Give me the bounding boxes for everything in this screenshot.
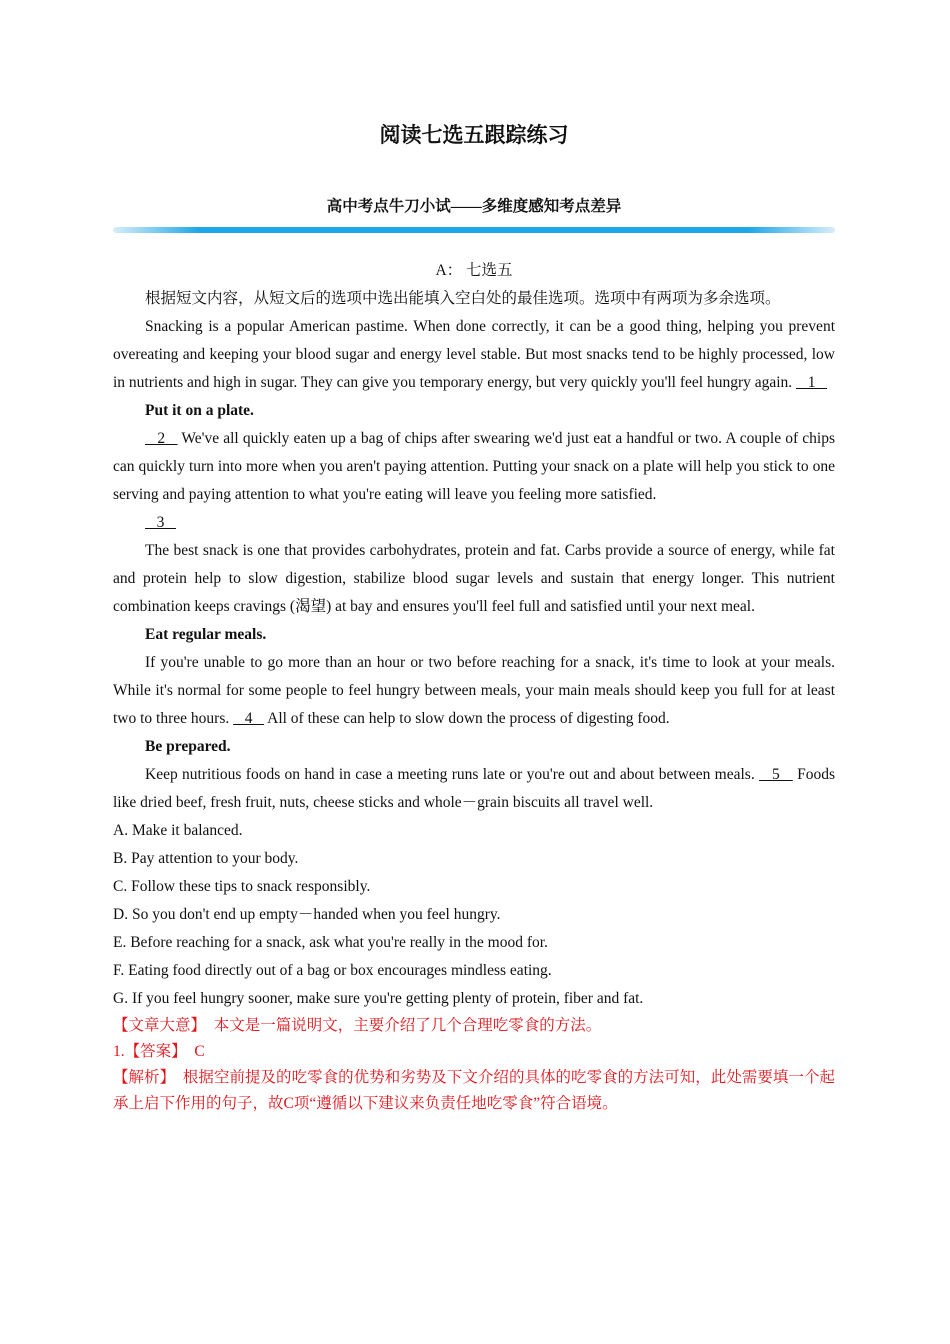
option-c: C. Follow these tips to snack responsibly. — [113, 878, 371, 895]
section-label: A： 七选五 — [435, 262, 513, 279]
page-subtitle: 高中考点牛刀小试——多维度感知考点差异 — [326, 198, 622, 215]
paragraph-text-tail: Foods like dried beef, fresh fruit, nuts, cheese sticks and whole－grain biscuits all travel well. — [113, 766, 835, 811]
analysis-label: 【解析】 — [113, 1069, 168, 1086]
paragraph-text-tail: All of these can help to slow down the process of digesting food. — [264, 710, 670, 727]
heading-be-prepared: Be prepared. — [145, 738, 231, 755]
option-b: B. Pay attention to your body. — [113, 850, 299, 867]
paragraph-text: If you're unable to go more than an hour or two before reaching for a snack, it's time to look at your meals. While it's normal for some people to feel hungry between meals, your main meals should keep you full for at least two to three hours. — [113, 654, 835, 727]
blank-5: 5 — [759, 766, 793, 783]
paragraph-text: We've all quickly eaten up a bag of chips after swearing we'd just eat a handful or two. A couple of chips can quickly turn into more when you aren't paying attention. Putting your snack on a plate will help you stick to one serving and paying attention to what you're eating will leave you feeling more satisfied. — [113, 430, 836, 503]
document-body — [113, 257, 835, 1117]
passage-paragraph-1 — [113, 313, 835, 397]
summary-text: 本文是一篇说明文，主要介绍了几个合理吃零食的方法。 — [198, 1017, 602, 1034]
answer-1 — [113, 1039, 835, 1065]
passage-blank-3-line — [113, 509, 835, 537]
blank-1: 1 — [796, 374, 828, 391]
blank-3: 3 — [145, 514, 176, 531]
option-f: F. Eating food directly out of a bag or box encourages mindless eating. — [113, 962, 552, 979]
analysis-text: 根据空前提及的吃零食的优势和劣势及下文介绍的具体的吃零食的方法可知，此处需要填一个起承上启下作用的句子，故C项“遵循以下建议来负责任地吃零食”符合语境。 — [113, 1069, 835, 1112]
answer-value: C — [178, 1043, 205, 1060]
paragraph-text: Keep nutritious foods on hand in case a meeting runs late or you're out and about between meals. — [145, 766, 760, 783]
passage-paragraph-4 — [113, 649, 835, 733]
instruction: 根据短文内容，从短文后的选项中选出能填入空白处的最佳选项。选项中有两项为多余选项。 — [145, 290, 781, 307]
header-divider — [113, 227, 835, 233]
blank-2: 2 — [145, 430, 178, 447]
blank-4: 4 — [233, 710, 265, 727]
analysis-1 — [113, 1065, 835, 1117]
option-d: D. So you don't end up empty－handed when you feel hungry. — [113, 906, 501, 923]
passage-paragraph-2 — [113, 425, 835, 509]
passage-paragraph-3: The best snack is one that provides carbohydrates, protein and fat. Carbs provide a source of energy, while fat and protein help to slow digestion, stabilize blood sugar levels and sustain that energy longer. This nutrient combination keeps cravings (渴望) at bay and ensures you'll feel full and satisfied until your next meal. — [113, 542, 835, 615]
heading-eat-regular-meals: Eat regular meals. — [145, 626, 267, 643]
option-a: A. Make it balanced. — [113, 822, 243, 839]
passage-paragraph-5 — [113, 761, 835, 817]
summary-label: 【文章大意】 — [113, 1017, 199, 1034]
option-e: E. Before reaching for a snack, ask what you're really in the mood for. — [113, 934, 548, 951]
article-summary — [113, 1013, 835, 1039]
answer-label: 1.【答案】 — [113, 1043, 179, 1060]
option-g: G. If you feel hungry sooner, make sure you're getting plenty of protein, fiber and fat. — [113, 990, 644, 1007]
paragraph-text: Snacking is a popular American pastime. When done correctly, it can be a good thing, helping you prevent overeating and keeping your blood sugar and energy level stable. But most snacks tend to be highly processed, low in nutrients and high in sugar. They can give you temporary energy, but very quickly you'll feel hungry again. — [113, 318, 835, 391]
heading-put-it-on-a-plate: Put it on a plate. — [145, 402, 254, 419]
page-title: 阅读七选五跟踪练习 — [379, 123, 569, 147]
